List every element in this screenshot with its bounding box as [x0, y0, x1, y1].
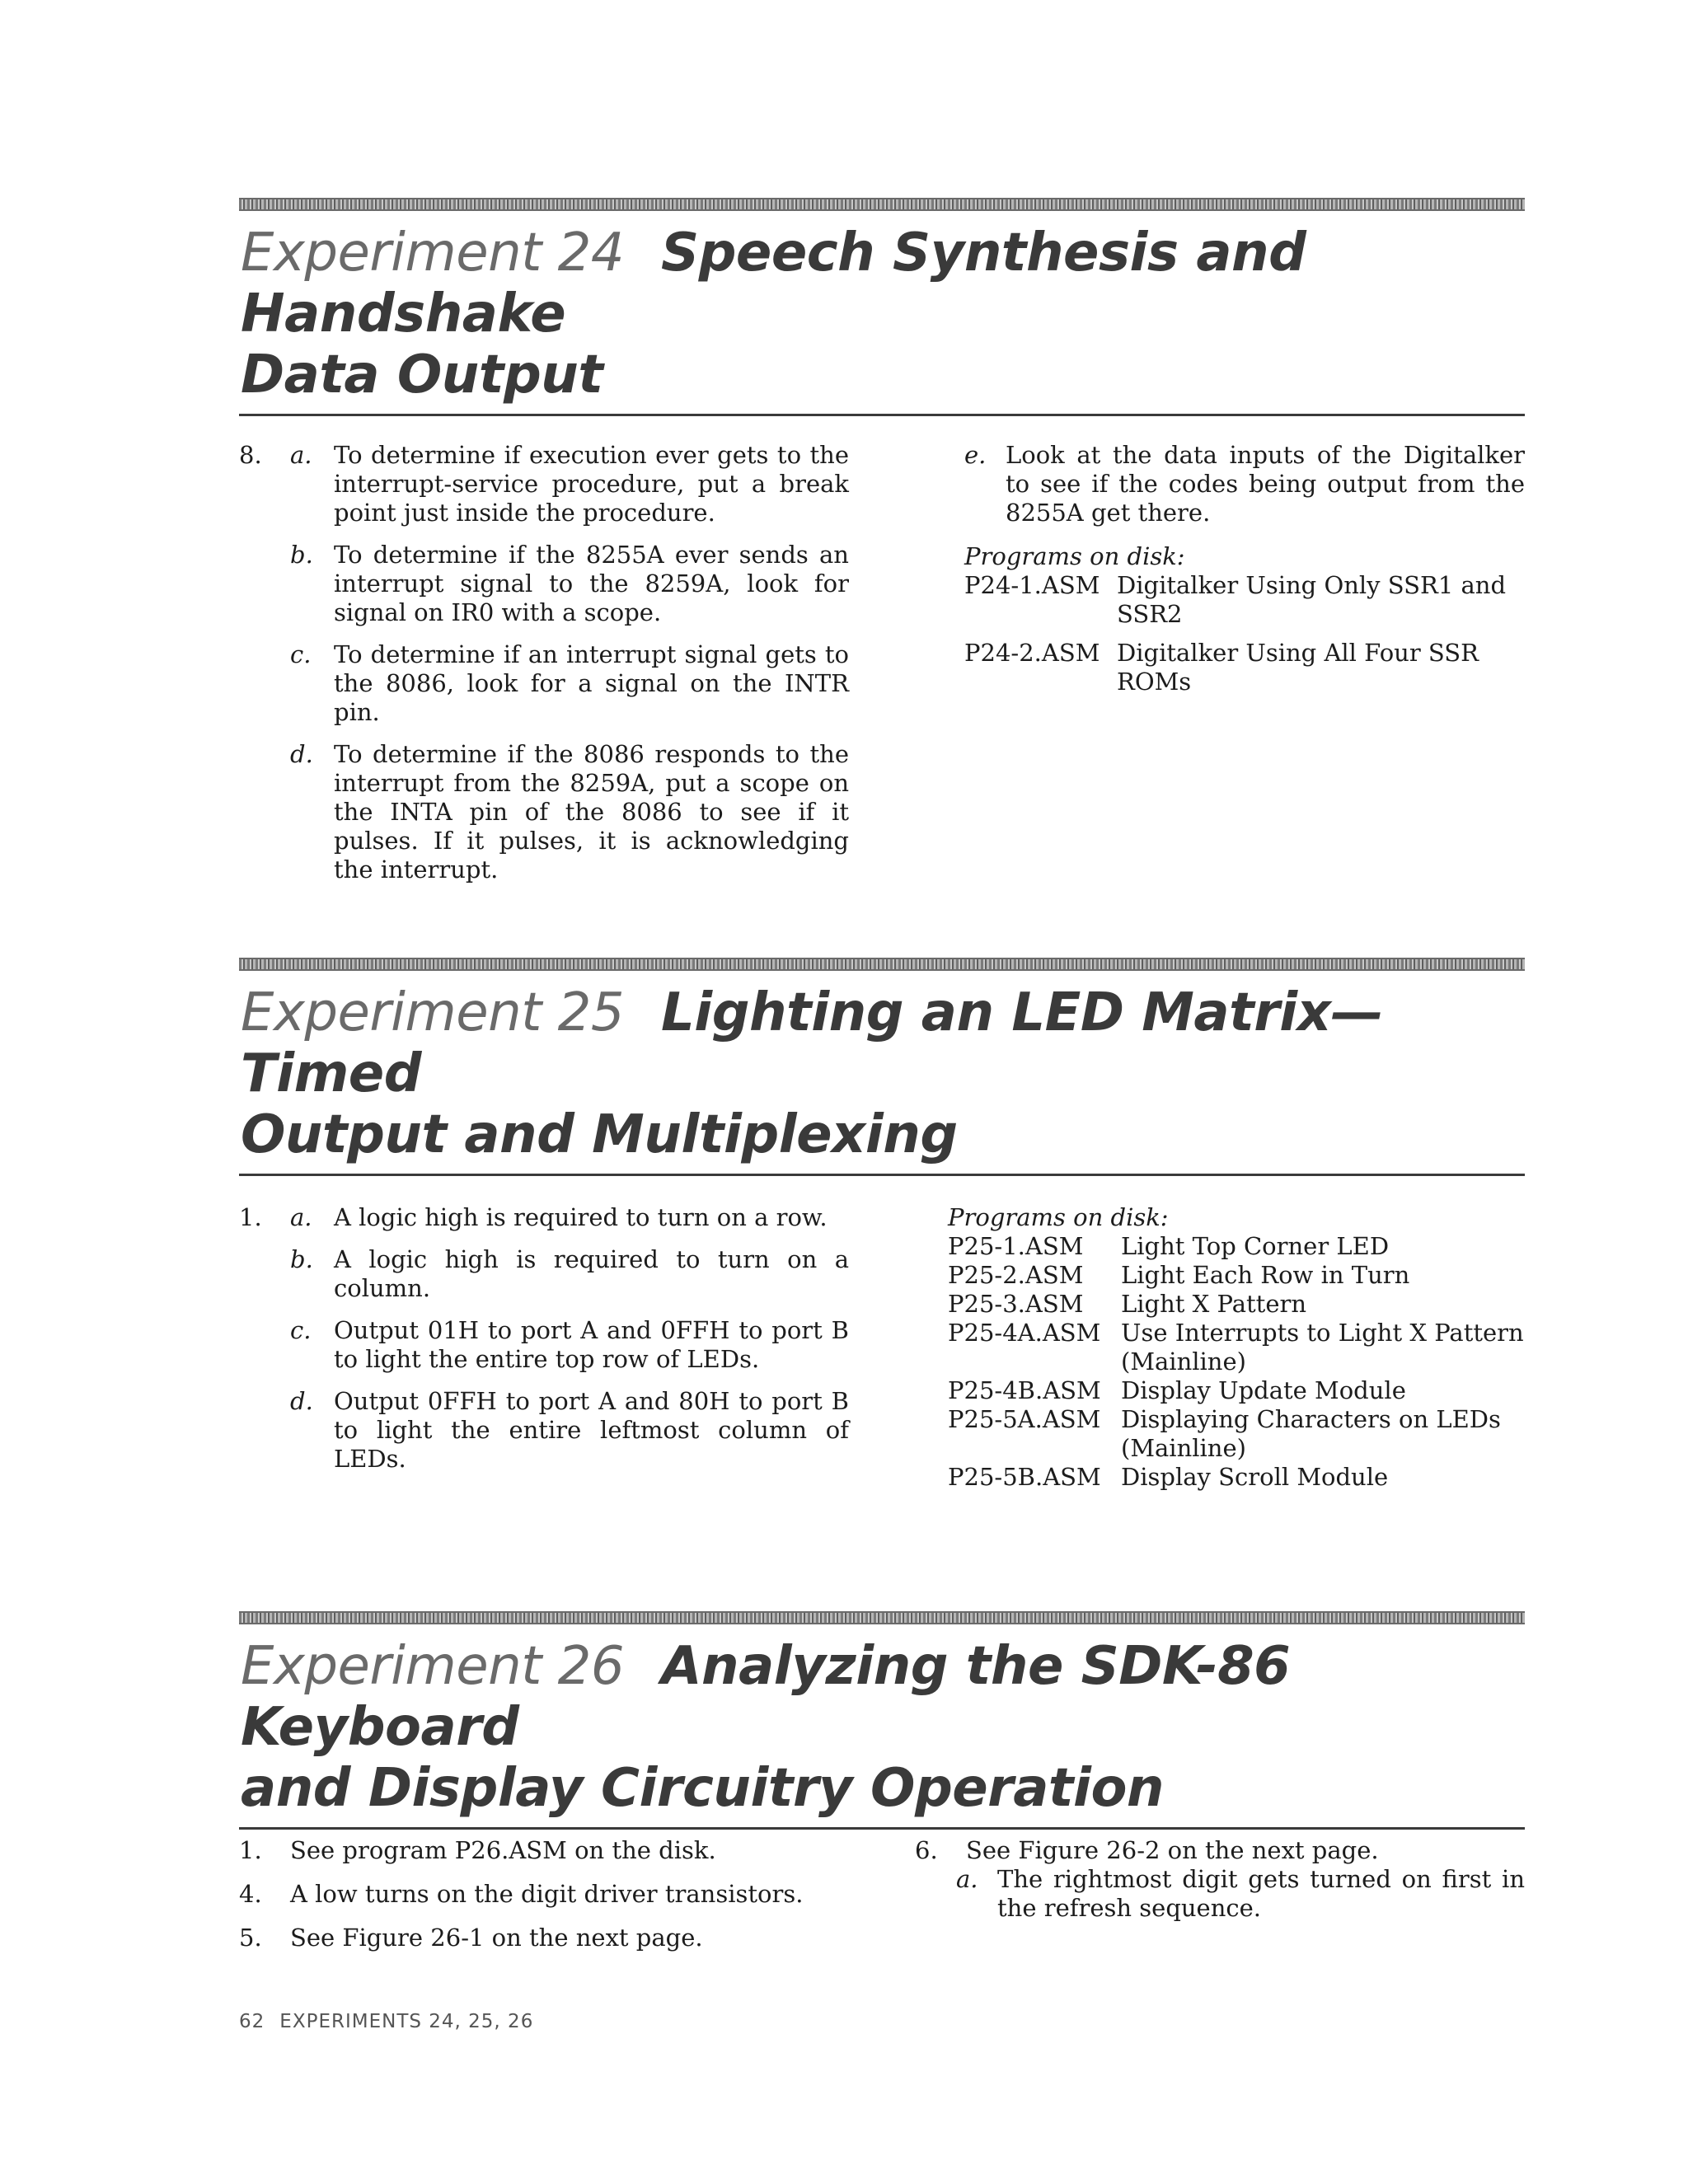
- program-desc: Digitalker Using All Four SSR ROMs: [1117, 639, 1479, 696]
- program-desc: Display Scroll Module: [1121, 1463, 1389, 1491]
- item-number: 5.: [239, 1924, 262, 1952]
- program-entry: [964, 639, 1525, 696]
- page-number: 62: [239, 2011, 265, 2032]
- item-number: 4.: [239, 1880, 262, 1908]
- program-file: P25-3.ASM: [948, 1290, 1084, 1318]
- exp24-heading: [241, 223, 1525, 405]
- item-letter: d.: [290, 740, 313, 768]
- exp26-title-line1: Analyzing the SDK-86 Keyboard: [241, 1636, 1291, 1758]
- program-desc: Light Top Corner LED: [1121, 1232, 1390, 1260]
- exp24-item-8d: [239, 740, 849, 884]
- item-number: 1.: [239, 1836, 262, 1864]
- item-text: See Figure 26-1 on the next page.: [290, 1924, 703, 1952]
- exp25-item-1d: [239, 1387, 849, 1474]
- exp24-number: Experiment 24: [241, 223, 625, 284]
- program-file: P25-2.ASM: [948, 1261, 1084, 1289]
- exp24-item-8a: [239, 441, 849, 527]
- exp26-item-6: [915, 1836, 1525, 1865]
- item-text: The rightmost digit gets turned on first in the refresh sequence.: [997, 1865, 1525, 1922]
- item-letter: b.: [290, 541, 313, 569]
- exp26-number: Experiment 26: [241, 1636, 625, 1697]
- exp25-title-line2: Output and Multiplexing: [241, 1104, 958, 1165]
- program-entry: [948, 1290, 1525, 1319]
- item-text: See Figure 26-2 on the next page.: [966, 1836, 1379, 1864]
- item-text: Output 0FFH to port A and 80H to port B to light the entire leftmost column of LEDs.: [334, 1387, 849, 1473]
- exp25-right-column: [948, 1203, 1525, 1492]
- item-letter: c.: [290, 640, 312, 668]
- program-entry: [948, 1463, 1525, 1492]
- exp26-item-5: [239, 1924, 849, 1952]
- exp26-item-4: [239, 1880, 849, 1909]
- program-file: P25-1.ASM: [948, 1232, 1084, 1260]
- item-text: See program P26.ASM on the disk.: [290, 1836, 716, 1864]
- exp25-title-line1: Lighting an LED Matrix—Timed: [241, 982, 1383, 1104]
- program-desc: Displaying Characters on LEDs (Mainline): [1121, 1405, 1501, 1462]
- program-entry: [948, 1319, 1525, 1376]
- page-footer: [239, 2011, 548, 2032]
- program-entry: [948, 1261, 1525, 1290]
- program-entry: [948, 1232, 1525, 1261]
- program-file: P25-5A.ASM: [948, 1405, 1101, 1433]
- item-letter: d.: [290, 1387, 313, 1415]
- exp24-title-line1: Speech Synthesis and Handshake: [241, 223, 1306, 344]
- exp26-item-6a: [915, 1865, 1525, 1923]
- exp25-heading: [241, 982, 1525, 1165]
- program-desc: Digitalker Using Only SSR1 and SSR2: [1117, 571, 1507, 628]
- exp25-header: [239, 958, 1525, 1176]
- exp24-left-column: [239, 441, 849, 898]
- program-desc: Use Interrupts to Light X Pattern (Mainline): [1121, 1319, 1524, 1376]
- exp25-left-column: [239, 1203, 849, 1487]
- exp26-header: [239, 1611, 1525, 1830]
- exp26-left-column: [239, 1836, 849, 1967]
- item-letter: c.: [290, 1316, 312, 1344]
- item-letter: e.: [964, 441, 987, 469]
- exp25-item-1b: [239, 1245, 849, 1303]
- item-letter: b.: [290, 1245, 313, 1273]
- item-text: A logic high is required to turn on a row.: [334, 1203, 828, 1231]
- program-entry: [948, 1405, 1525, 1463]
- program-entry: [948, 1376, 1525, 1405]
- item-number: 1.: [239, 1203, 262, 1231]
- exp24-item-8b: [239, 541, 849, 627]
- heading-rule-top: [239, 958, 1525, 971]
- item-letter: a.: [290, 1203, 312, 1231]
- program-entry: [964, 571, 1525, 629]
- exp24-item-8c: [239, 640, 849, 727]
- exp24-header: [239, 198, 1525, 416]
- program-desc: Light Each Row in Turn: [1121, 1261, 1410, 1289]
- item-letter: a.: [956, 1865, 978, 1893]
- item-text: To determine if execution ever gets to the interrupt-service procedure, put a break point just inside the procedure.: [334, 441, 849, 527]
- heading-rule-bottom: [239, 1827, 1525, 1830]
- programs-heading: Programs on disk:: [964, 542, 1185, 570]
- exp26-heading: [241, 1636, 1525, 1819]
- item-number: 6.: [915, 1836, 938, 1864]
- program-file: P24-2.ASM: [964, 639, 1100, 667]
- program-desc: Light X Pattern: [1121, 1290, 1307, 1318]
- item-text: A logic high is required to turn on a column.: [334, 1245, 849, 1302]
- program-file: P24-1.ASM: [964, 571, 1100, 599]
- program-file: P25-4A.ASM: [948, 1319, 1101, 1347]
- exp25-item-1c: [239, 1316, 849, 1374]
- exp25-number: Experiment 25: [241, 982, 625, 1043]
- exp25-item-1a: [239, 1203, 849, 1232]
- item-text: To determine if the 8255A ever sends an interrupt signal to the 8259A, look for signal on IR0 with a scope.: [334, 541, 849, 626]
- programs-heading: Programs on disk:: [948, 1203, 1169, 1231]
- heading-rule-bottom: [239, 414, 1525, 416]
- heading-rule-top: [239, 198, 1525, 211]
- exp26-title-line2: and Display Circuitry Operation: [241, 1758, 1164, 1819]
- item-text: Output 01H to port A and 0FFH to port B to light the entire top row of LEDs.: [334, 1316, 849, 1373]
- item-number: 8.: [239, 441, 262, 469]
- exp26-right-column: [915, 1836, 1525, 1936]
- item-text: Look at the data inputs of the Digitalker to see if the codes being output from the 8255A get there.: [1006, 441, 1525, 527]
- exp24-item-8e: [964, 441, 1525, 527]
- item-text: To determine if the 8086 responds to the interrupt from the 8259A, put a scope on the INTA pin of the 8086 to see if it pulses. If it pulses, it is acknowledging the interrupt.: [334, 740, 849, 883]
- exp24-right-column: [964, 441, 1525, 706]
- item-text: To determine if an interrupt signal gets to the 8086, look for a signal on the INTR pin.: [334, 640, 849, 726]
- program-desc: Display Update Module: [1121, 1376, 1406, 1404]
- exp24-title-line2: Data Output: [241, 344, 603, 405]
- item-text: A low turns on the digit driver transistors.: [290, 1880, 804, 1908]
- heading-rule-bottom: [239, 1174, 1525, 1176]
- program-file: P25-4B.ASM: [948, 1376, 1101, 1404]
- heading-rule-top: [239, 1611, 1525, 1624]
- program-file: P25-5B.ASM: [948, 1463, 1101, 1491]
- item-letter: a.: [290, 441, 312, 469]
- exp26-item-1: [239, 1836, 849, 1865]
- running-head: EXPERIMENTS 24, 25, 26: [279, 2011, 534, 2032]
